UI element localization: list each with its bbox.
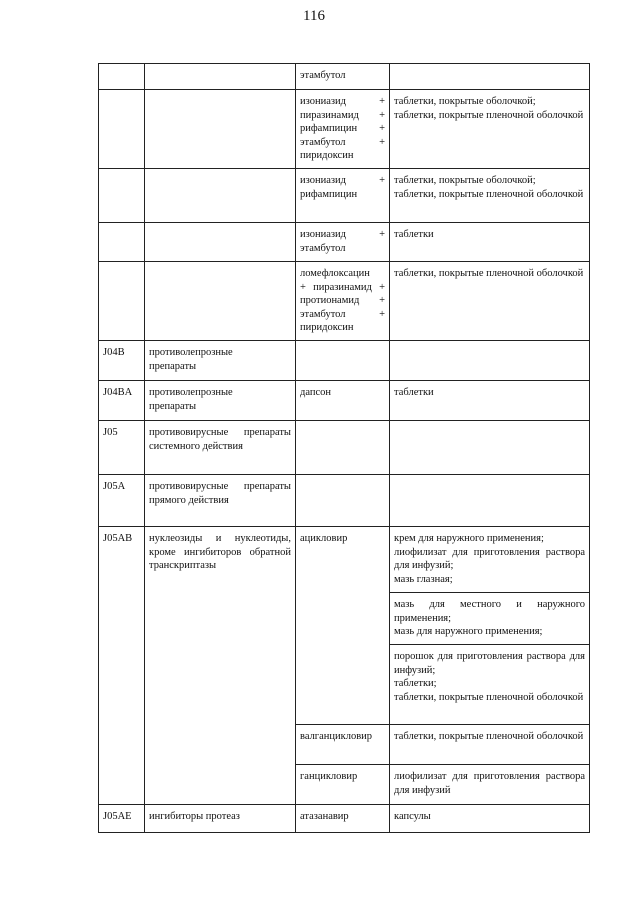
substance-line: рифампицин + (300, 123, 385, 134)
table-row (99, 169, 590, 223)
dosage-form: таблетки; (394, 678, 437, 689)
substance-line: протионамид + (300, 295, 385, 306)
group-cell: нуклеозиды и нуклеотиды, кроме ингибиторов обратной транскриптазы (145, 527, 296, 805)
substance-cell: валганцикловир (296, 725, 390, 765)
dosage-form: таблетки, покрытые оболочкой; (394, 96, 536, 107)
group-cell: противолепрозные препараты (145, 381, 296, 421)
table-row (99, 262, 590, 341)
code-cell (99, 262, 145, 341)
substance-line: пиридоксин (300, 322, 354, 333)
table-row (99, 421, 590, 475)
table-row (99, 381, 590, 421)
substance-line: этамбутол (300, 242, 346, 254)
page-number: 116 (303, 8, 325, 24)
form-cell (390, 527, 590, 593)
group-cell (145, 64, 296, 90)
dosage-form: крем для наружного применения; (394, 533, 544, 544)
table-row (99, 805, 590, 833)
substance-cell: атазанавир (296, 805, 390, 833)
substance-line: ломефлоксацин (300, 268, 370, 279)
form-cell (390, 475, 590, 527)
substance-cell (296, 223, 390, 262)
group-cell (145, 169, 296, 223)
group-cell: противовирусные препараты прямого действия (145, 475, 296, 527)
group-cell: противовирусные препараты системного действия (145, 421, 296, 475)
group-cell: противолепрозные препараты (145, 341, 296, 381)
substance-cell (296, 90, 390, 169)
group-cell (145, 90, 296, 169)
group-cell (145, 223, 296, 262)
code-cell (99, 90, 145, 169)
code-cell (99, 169, 145, 223)
dosage-form: порошок для приготовления раствора для инфузий; (394, 651, 585, 676)
form-cell (390, 341, 590, 381)
dosage-form: таблетки, покрытые пленочной оболочкой (394, 188, 584, 200)
table-row (99, 341, 590, 381)
dosage-form: таблетки, покрытые пленочной оболочкой (394, 268, 584, 279)
code-cell: J05A (99, 475, 145, 527)
dosage-form: мазь для местного и наружного применения; (394, 599, 585, 624)
substance-cell (296, 421, 390, 475)
form-cell (390, 169, 590, 223)
dosage-form: таблетки (394, 229, 434, 240)
form-cell (390, 223, 590, 262)
substance-line: пиразинамид + (300, 109, 385, 121)
substance-cell: ацикловир (296, 527, 390, 725)
substance-line: изониазид + (300, 96, 385, 107)
dosage-form: лиофилизат для приготовления раствора для инфузий; (394, 546, 585, 571)
substance-line: этамбутол + (300, 308, 385, 320)
substance-line: + пиразинамид + (300, 281, 385, 293)
table-row (99, 90, 590, 169)
form-cell (390, 64, 590, 90)
substance-cell: дапсон (296, 381, 390, 421)
form-cell (390, 90, 590, 169)
substance-cell (296, 262, 390, 341)
substance-line: изониазид + (300, 175, 385, 186)
form-cell (390, 421, 590, 475)
form-cell: таблетки (390, 381, 590, 421)
table-row (99, 527, 590, 593)
group-cell: ингибиторы протеаз (145, 805, 296, 833)
substance-cell (296, 475, 390, 527)
code-cell: J05 (99, 421, 145, 475)
code-cell: J05AE (99, 805, 145, 833)
dosage-form: мазь для наружного применения; (394, 626, 543, 637)
code-cell (99, 64, 145, 90)
drug-table (98, 63, 590, 833)
dosage-form: таблетки, покрытые пленочной оболочкой (394, 691, 584, 703)
code-cell: J05AB (99, 527, 145, 805)
substance-line: этамбутол + (300, 136, 385, 148)
form-cell: капсулы (390, 805, 590, 833)
form-cell (390, 593, 590, 645)
group-cell (145, 262, 296, 341)
substance-cell (296, 64, 390, 90)
dosage-form: таблетки, покрытые оболочкой; (394, 175, 536, 186)
table-row (99, 223, 590, 262)
substance-line: пиридоксин (300, 150, 354, 161)
substance-line: рифампицин (300, 188, 358, 200)
code-cell: J04BA (99, 381, 145, 421)
form-cell (390, 262, 590, 341)
code-cell (99, 223, 145, 262)
substance-name: этамбутол (300, 70, 346, 81)
substance-cell (296, 341, 390, 381)
table-row (99, 64, 590, 90)
substance-cell: ганцикловир (296, 765, 390, 805)
dosage-form: мазь глазная; (394, 573, 453, 585)
form-cell (390, 645, 590, 725)
form-cell: таблетки, покрытые пленочной оболочкой (390, 725, 590, 765)
substance-cell (296, 169, 390, 223)
substance-line: изониазид + (300, 229, 385, 240)
code-cell: J04B (99, 341, 145, 381)
table-row (99, 475, 590, 527)
form-cell: лиофилизат для приготовления раствора для инфузий (390, 765, 590, 805)
dosage-form: таблетки, покрытые пленочной оболочкой (394, 109, 584, 121)
